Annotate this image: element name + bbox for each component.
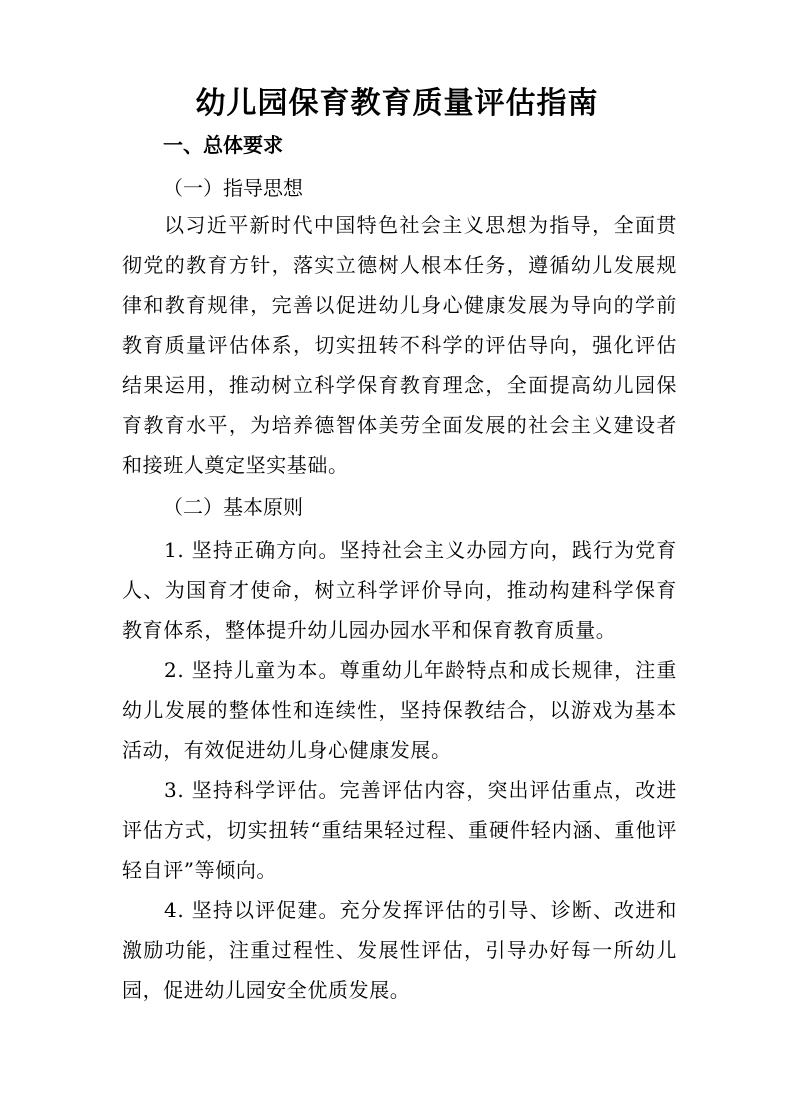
principle-paragraph-2: 2. 坚持儿童为本。尊重幼儿年龄特点和成长规律，注重幼儿发展的整体性和连续性，坚持保教结合，以游戏为基本活动，有效促进幼儿身心健康发展。 <box>122 658 677 762</box>
document-title: 幼儿园保育教育质量评估指南 <box>195 86 599 121</box>
subsection-heading-guiding-ideology: （一）指导思想 <box>163 176 303 200</box>
subsection-heading-basic-principles: （二）基本原则 <box>163 495 303 519</box>
principle-paragraph-4: 4. 坚持以评促建。充分发挥评估的引导、诊断、改进和激励功能，注重过程性、发展性评估，引导办好每一所幼儿园，促进幼儿园安全优质发展。 <box>122 898 677 1002</box>
principle-paragraph-1: 1. 坚持正确方向。坚持社会主义办园方向，践行为党育人、为国育才使命，树立科学评价导向，推动构建科学保育教育体系，整体提升幼儿园办园水平和保育教育质量。 <box>122 538 677 642</box>
principle-paragraph-3: 3. 坚持科学评估。完善评估内容，突出评估重点，改进评估方式，切实扭转“重结果轻过程、重硬件轻内涵、重他评轻自评”等倾向。 <box>122 778 677 882</box>
section-heading-general-requirements: 一、总体要求 <box>163 133 283 157</box>
guiding-ideology-paragraph: 以习近平新时代中国特色社会主义思想为指导，全面贯彻党的教育方针，落实立德树人根本任务，遵循幼儿发展规律和教育规律，完善以促进幼儿身心健康发展为导向的学前教育质量评估体系，切实扭转不科学的评估导向，强化评估结果运用，推动树立科学保育教育理念，全面提高幼儿园保育教育水平，为培养德智体美劳全面发展的社会主义建设者和接班人奠定坚实基础。 <box>122 213 677 477</box>
